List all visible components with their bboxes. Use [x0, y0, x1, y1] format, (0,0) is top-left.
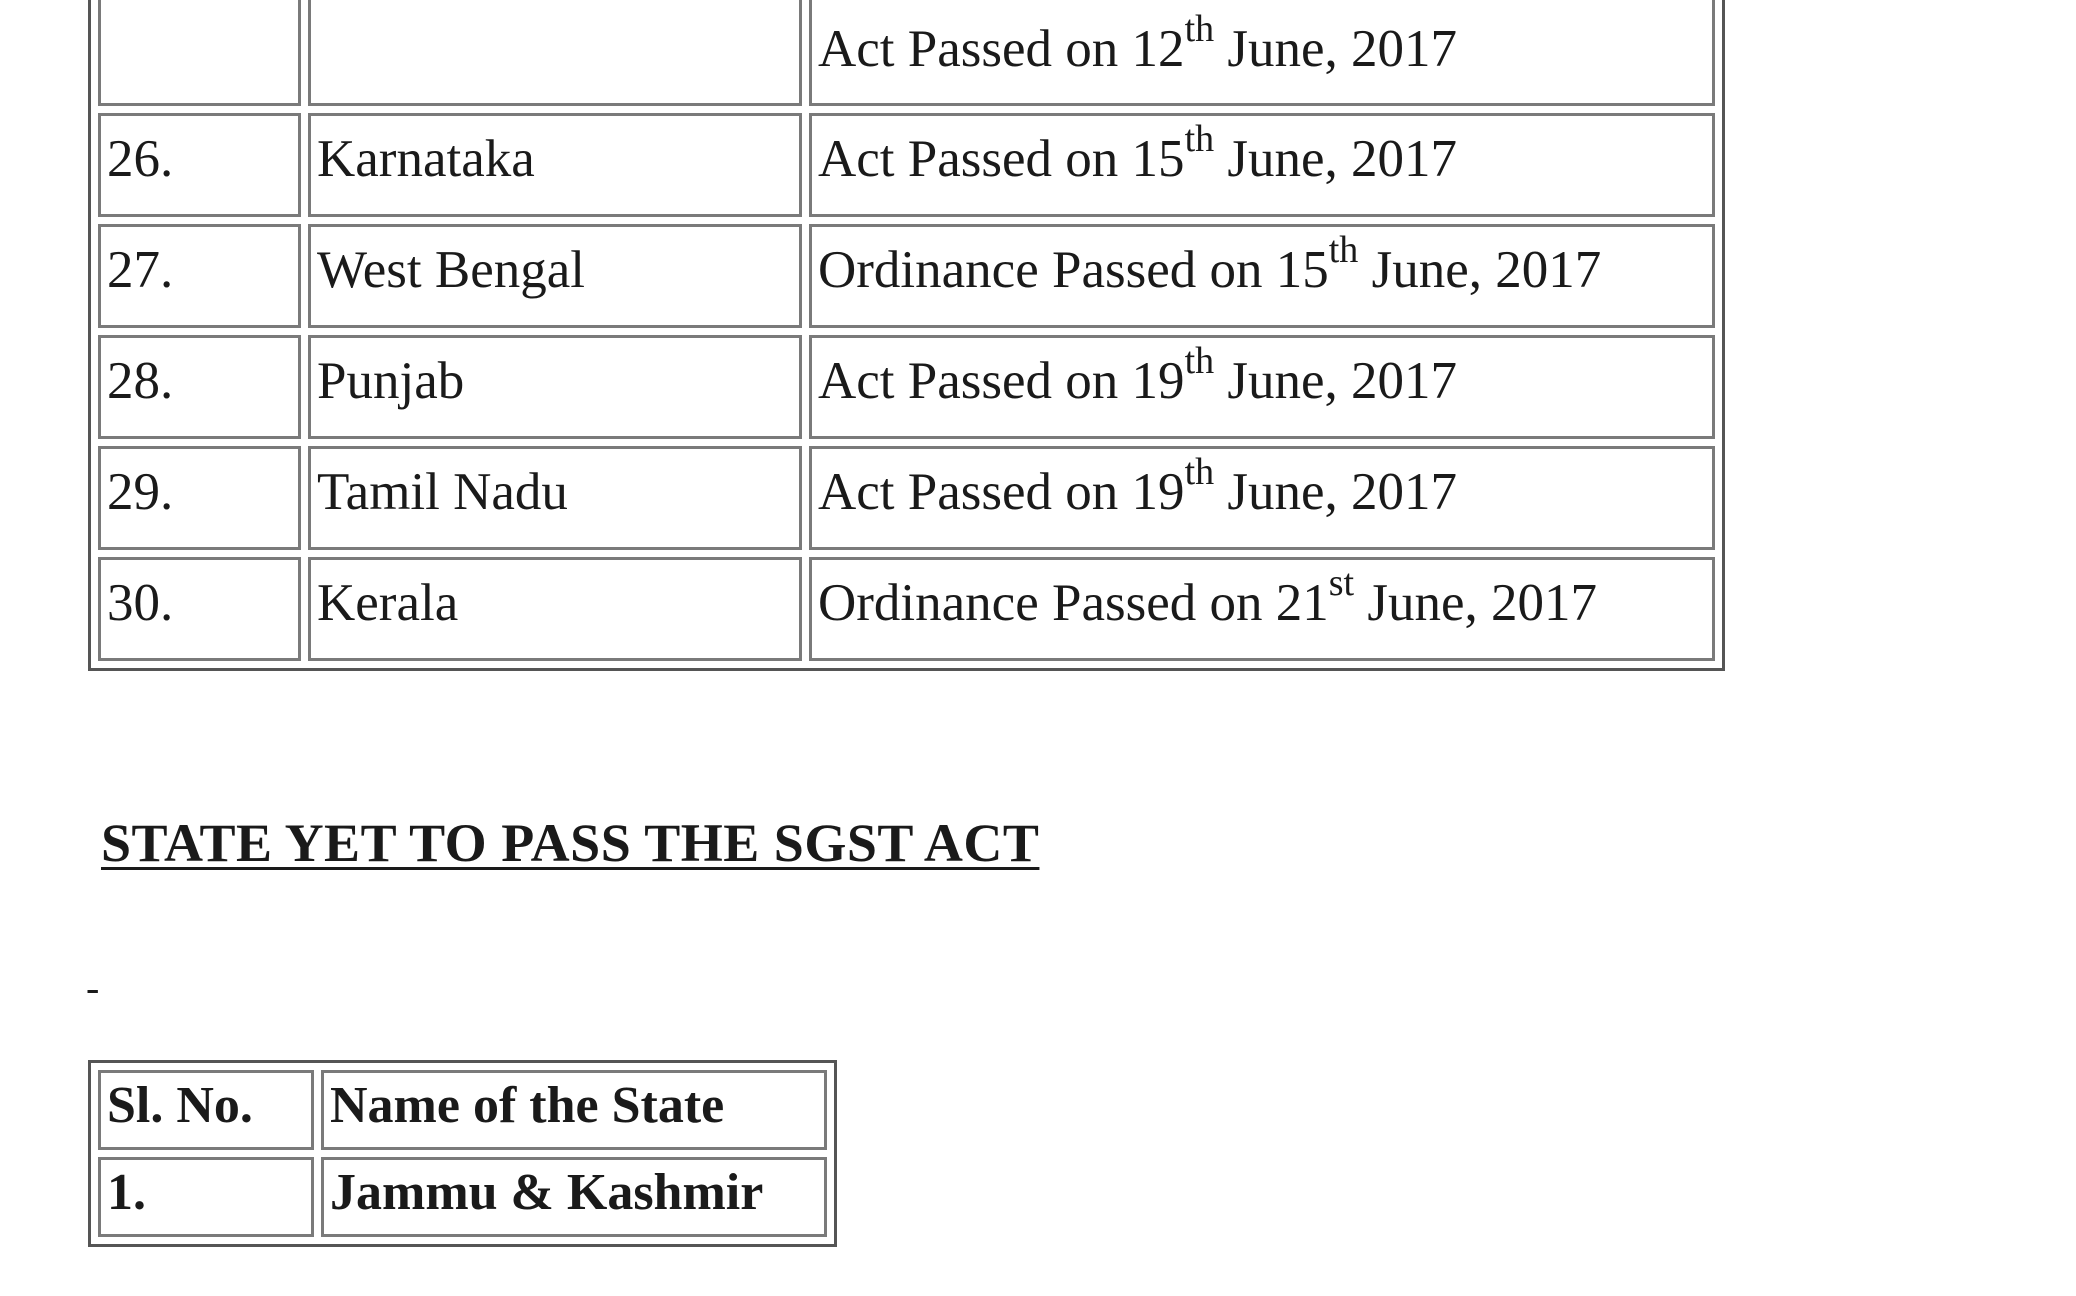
status-date: June, 2017 — [1354, 574, 1598, 632]
state-name-cell: Jammu & Kashmir — [321, 1157, 827, 1237]
status-cell — [809, 446, 1715, 550]
status-text: Ordinance Passed on 21 — [818, 574, 1329, 632]
section-heading: STATE YET TO PASS THE SGST ACT — [101, 813, 1040, 873]
status-date: June, 2017 — [1214, 463, 1458, 521]
state-name-cell: Tamil Nadu — [308, 446, 802, 550]
state-name-cell: Kerala — [308, 557, 802, 661]
status-cell — [809, 335, 1715, 439]
status-text: Act Passed on 19 — [818, 463, 1185, 521]
table-row — [98, 113, 1715, 217]
status-date: June, 2017 — [1214, 352, 1458, 410]
sl-no-cell: 27. — [98, 224, 301, 328]
status-ordinal-suffix: th — [1184, 451, 1215, 494]
sl-no-cell: 28. — [98, 335, 301, 439]
state-name-header: Name of the State — [321, 1070, 827, 1150]
passed-states-table — [88, 0, 1725, 671]
status-date: June, 2017 — [1214, 130, 1458, 188]
state-name-cell: Karnataka — [308, 113, 802, 217]
status-ordinal-suffix: th — [1184, 118, 1215, 161]
status-date: June, 2017 — [1214, 20, 1458, 78]
state-name-cell — [308, 0, 802, 106]
state-name-cell: West Bengal — [308, 224, 802, 328]
status-text: Act Passed on 19 — [818, 352, 1185, 410]
table-row — [98, 0, 1715, 106]
status-ordinal-suffix: th — [1184, 8, 1215, 51]
table-row — [98, 1157, 827, 1237]
status-cell — [809, 557, 1715, 661]
table-row — [98, 446, 1715, 550]
status-text: Act Passed on 15 — [818, 130, 1185, 188]
sl-no-cell: 1. — [98, 1157, 314, 1237]
state-name-cell: Punjab — [308, 335, 802, 439]
table-header-row — [98, 1070, 827, 1150]
pending-states-table — [88, 1060, 837, 1247]
status-text: Act Passed on 12 — [818, 20, 1185, 78]
status-ordinal-suffix: th — [1328, 229, 1359, 272]
table-row — [98, 557, 1715, 661]
status-ordinal-suffix: st — [1328, 562, 1355, 605]
status-text: Ordinance Passed on 15 — [818, 241, 1329, 299]
status-cell — [809, 113, 1715, 217]
table-row — [98, 224, 1715, 328]
sl-no-header: Sl. No. — [98, 1070, 314, 1150]
sl-no-cell — [98, 0, 301, 106]
status-date: June, 2017 — [1358, 241, 1602, 299]
sl-no-cell: 29. — [98, 446, 301, 550]
sl-no-cell: 26. — [98, 113, 301, 217]
status-cell — [809, 224, 1715, 328]
stray-dash-mark: - — [86, 965, 100, 1010]
status-cell — [809, 0, 1715, 106]
sl-no-cell: 30. — [98, 557, 301, 661]
table-row — [98, 335, 1715, 439]
status-ordinal-suffix: th — [1184, 340, 1215, 383]
